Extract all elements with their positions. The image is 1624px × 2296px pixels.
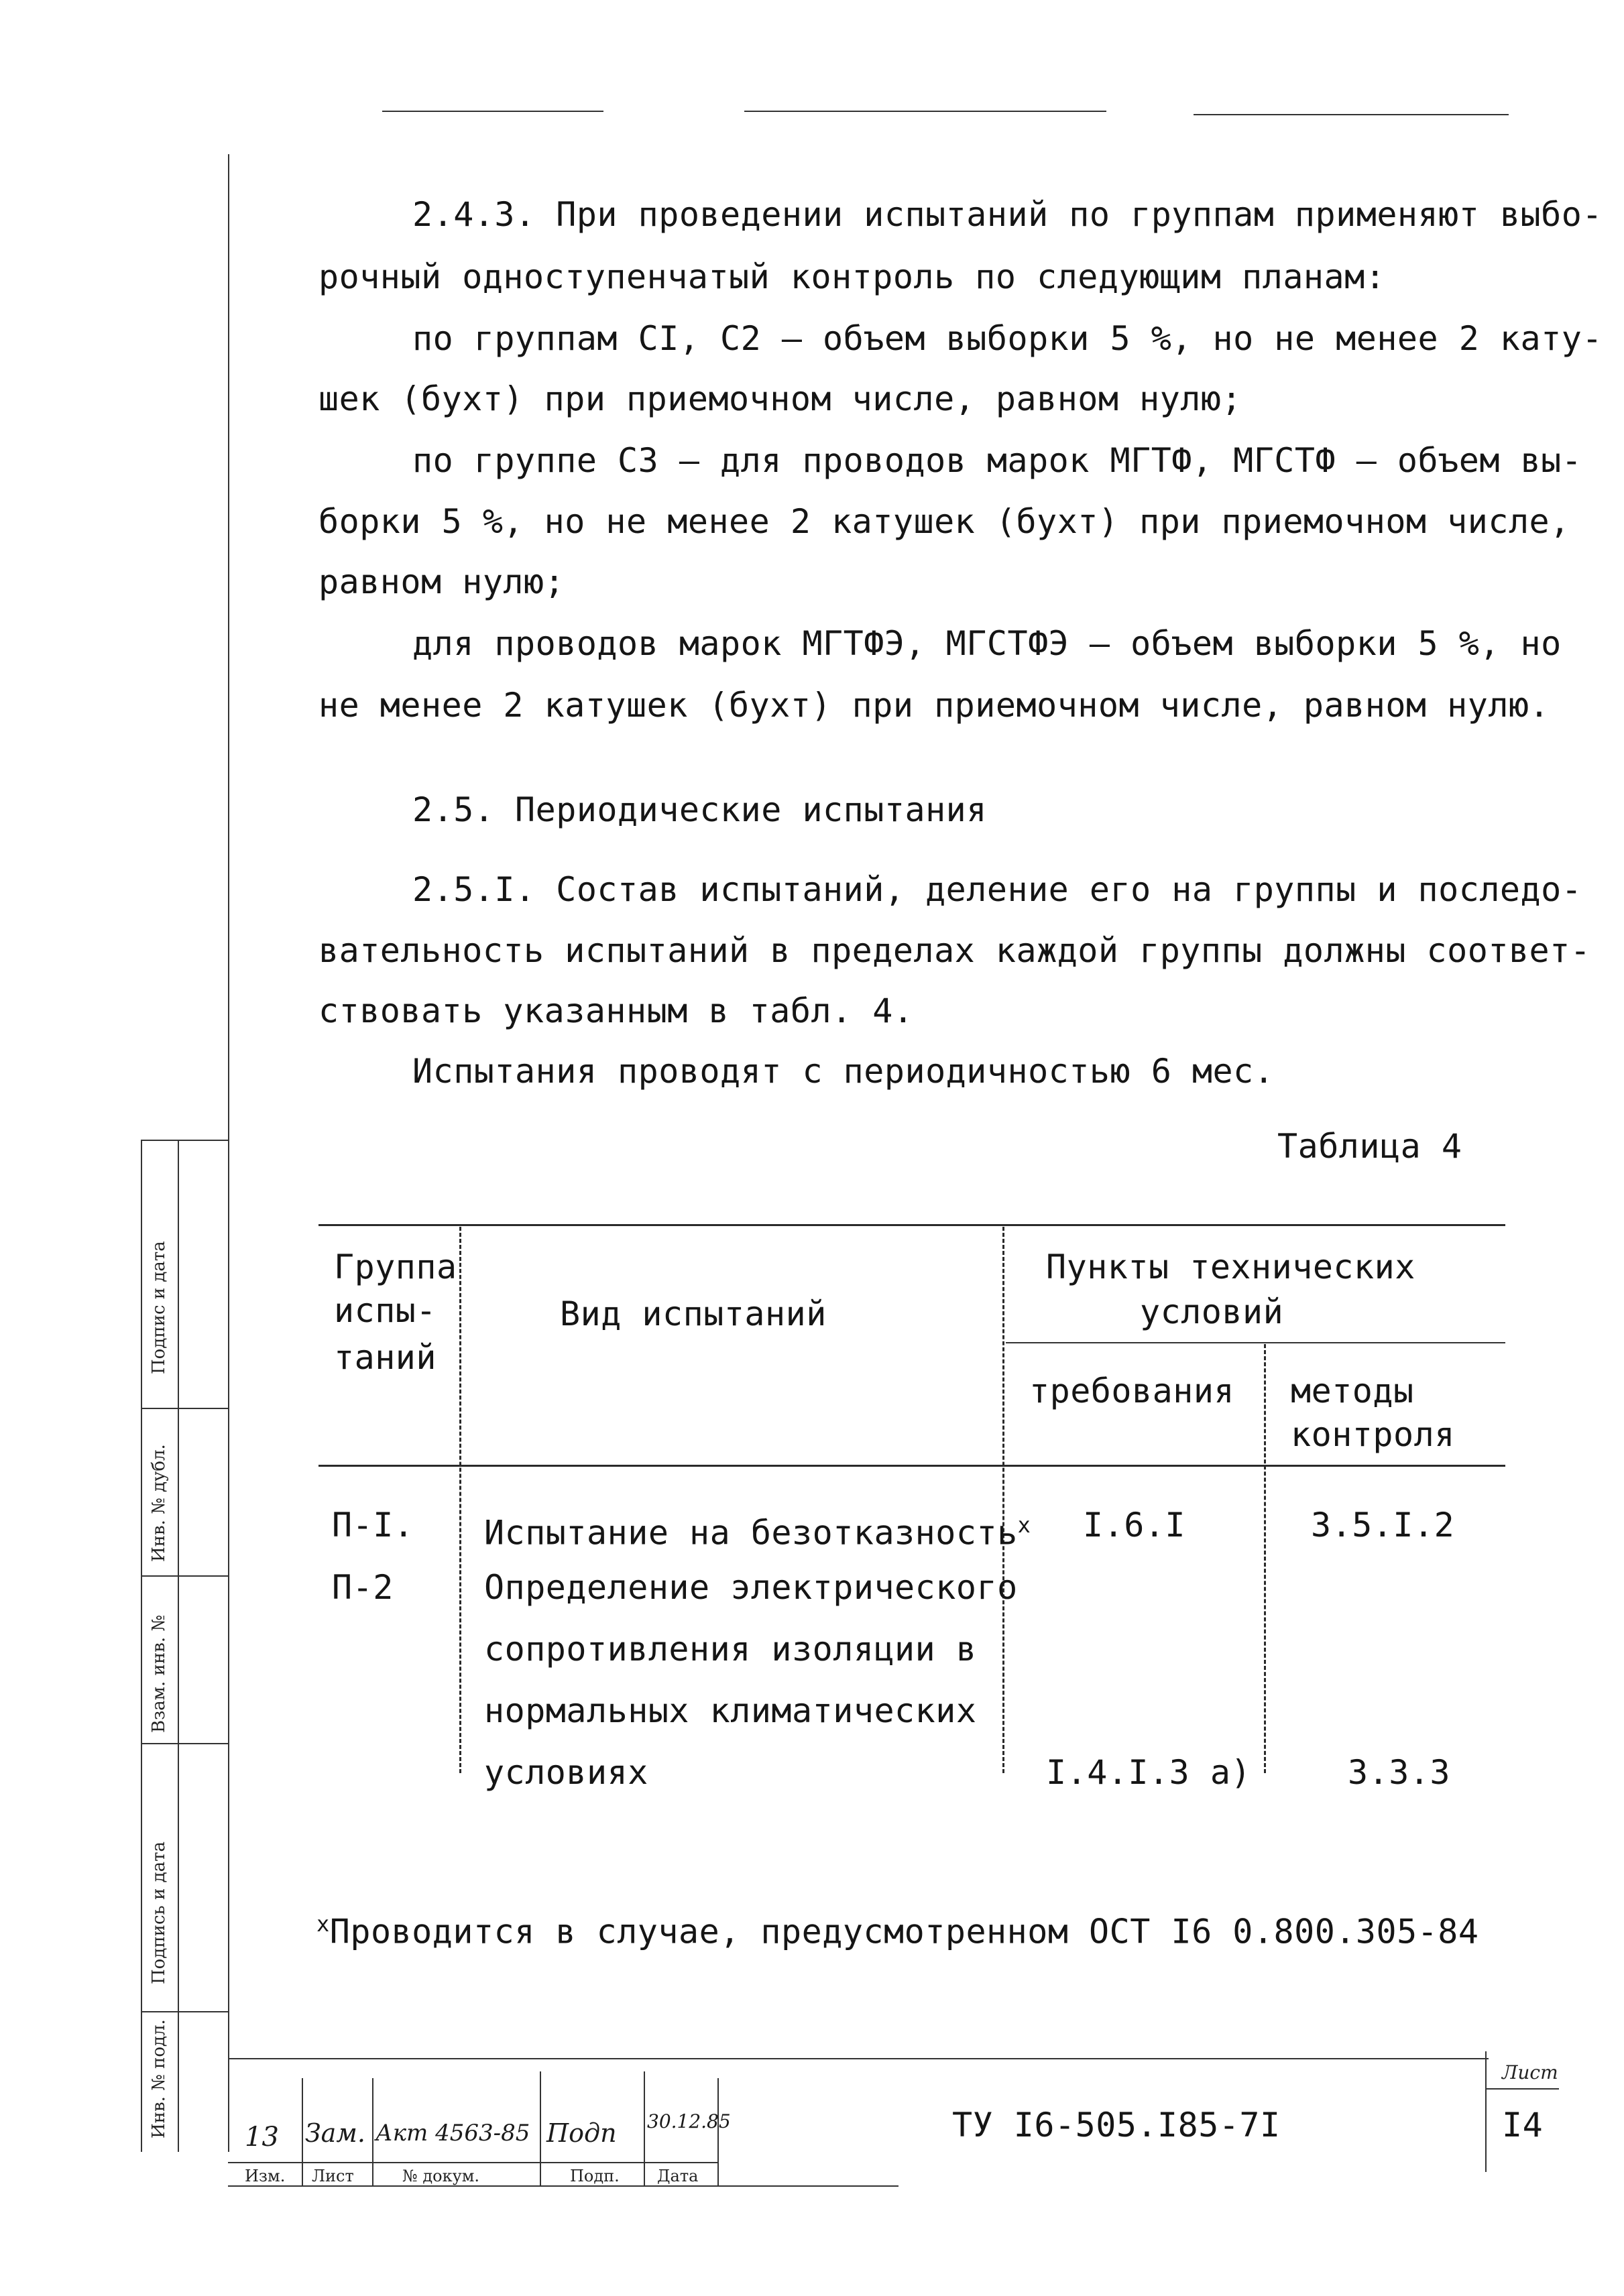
table-top-border [318, 1224, 1505, 1226]
tb-label-list: Лист [312, 2167, 354, 2185]
stamp-inv-podl: Инв. № подл. [149, 2019, 169, 2138]
row2-group: П-2 [332, 1568, 394, 1607]
pc1c2-line2: шек (бухт) при приемочном числе, равном нулю; [318, 379, 1242, 418]
tb-col-2 [372, 2078, 373, 2185]
title-block-top-line [228, 2058, 1489, 2059]
tb-hand-list: Зам. [305, 2118, 365, 2148]
header-methods-l2: контроля [1291, 1415, 1455, 1454]
p251-line1: 2.5.I. Состав испытаний, деление его на группы и последо- [412, 870, 1582, 909]
row2-method: 3.3.3 [1348, 1753, 1451, 1792]
p-periodicity: Испытания проводят с периодичностью 6 мес. [412, 1052, 1275, 1091]
left-margin-line [228, 154, 229, 2152]
stamp-h2 [141, 1408, 228, 1409]
stamp-sign-date-top: Подпис и дата [149, 1241, 169, 1374]
tb-label-date: Дата [657, 2167, 699, 2185]
stamp-vzam-inv: Взам. инв. № [149, 1615, 169, 1733]
tb-hand-sign: Подп [546, 2118, 617, 2148]
tb-hand-izm: 13 [245, 2122, 279, 2153]
p243-line2: рочный одноступенчатый контроль по следующим планам: [318, 257, 1386, 296]
table-header-bottom-border [318, 1465, 1505, 1467]
footnote [316, 1904, 1479, 1952]
row2-test-l4: условиях [484, 1753, 648, 1792]
table-caption: Таблица 4 [1277, 1127, 1462, 1166]
row2-test-l3: нормальных климатических [484, 1691, 977, 1730]
title-block-bottom-line [228, 2185, 898, 2187]
p251-line3: ствовать указанным в табл. 4. [318, 991, 914, 1030]
pc3-line2: борки 5 %, но не менее 2 катушек (бухт) при приемочном числе, [318, 502, 1570, 541]
row2-test-l2: сопротивления изоляции в [484, 1630, 977, 1669]
pc3-line1: по группе С3 – для проводов марок МГТФ, МГСТФ – объем вы- [412, 441, 1582, 480]
section-25-heading: 2.5. Периодические испытания [412, 790, 987, 829]
stamp-h5 [141, 2011, 228, 2012]
row1-test-text: Испытание на безотказность [484, 1513, 1018, 1553]
header-tu-points-l2: условий [1140, 1292, 1284, 1331]
top-rule-middle [744, 111, 1106, 112]
header-tu-points-l1: Пункты технических [1046, 1248, 1415, 1286]
row1-test-footnote-mark: х [1017, 1512, 1031, 1538]
header-group-l2: испы- [334, 1291, 437, 1330]
row1-method: 3.5.I.2 [1311, 1506, 1455, 1545]
p243-line1: 2.4.3. При проведении испытаний по группам применяют выбо- [412, 195, 1603, 234]
p251-line2: вательность испытаний в пределах каждой группы должны соответ- [318, 931, 1591, 970]
top-rule-left [382, 111, 603, 112]
sheet-number: I4 [1502, 2106, 1544, 2144]
table-col-divider-3 [1264, 1344, 1266, 1773]
header-requirements: требования [1029, 1372, 1235, 1410]
pc1c2-line1: по группам СI, С2 – объем выборки 5 %, но не менее 2 кату- [412, 319, 1603, 358]
tb-label-doc: № докум. [402, 2167, 479, 2185]
top-rule-right [1194, 114, 1509, 115]
stamp-h1 [141, 1140, 228, 1141]
stamp-inv-dubl: Инв. № дубл. [149, 1444, 169, 1562]
stamp-h3 [141, 1575, 228, 1577]
header-methods-l1: методы [1291, 1372, 1414, 1410]
row1-test [484, 1505, 1031, 1553]
pmgtfe-line1: для проводов марок МГТФЭ, МГСТФЭ – объем выборки 5 %, но [412, 624, 1562, 663]
stamp-col-left [141, 1140, 142, 2152]
pmgtfe-line2: не менее 2 катушек (бухт) при приемочном числе, равном нулю. [318, 686, 1550, 725]
tb-col-4 [644, 2071, 645, 2185]
tb-sheet-left [1485, 2051, 1487, 2172]
tb-col-3 [540, 2071, 541, 2185]
tb-label-izm: Изм. [245, 2167, 286, 2185]
tb-sheet-divider [1485, 2088, 1559, 2090]
sheet-label: Лист [1502, 2061, 1558, 2083]
stamp-col-mid [178, 1140, 179, 2152]
row2-requirement: I.4.I.3 а) [1046, 1753, 1252, 1792]
row1-group: П-I. [332, 1506, 414, 1545]
stamp-sign-date: Подпись и дата [149, 1841, 169, 1984]
row2-test-l1: Определение электрического [484, 1568, 1018, 1607]
row1-requirement: I.6.I [1083, 1506, 1186, 1545]
table-col-divider-1 [459, 1227, 461, 1773]
pc3-line3: равном нулю; [318, 562, 565, 601]
footnote-mark: х [316, 1911, 330, 1937]
tb-hand-doc: Акт 4563-85 [375, 2120, 530, 2147]
table-subheader-line [1006, 1342, 1505, 1343]
header-group-l3: таний [334, 1338, 437, 1377]
tb-hand-date: 30.12.85 [647, 2110, 731, 2132]
doc-code: ТУ I6-505.I85-7I [952, 2106, 1281, 2144]
tb-label-sign: Подп. [570, 2167, 620, 2185]
table-col-divider-2 [1002, 1227, 1004, 1773]
tb-col-1 [302, 2078, 303, 2185]
header-group-l1: Группа [334, 1248, 457, 1286]
footnote-text: Проводится в случае, предусмотренном ОСТ I6 0.800.305-84 [329, 1912, 1479, 1951]
stamp-h4 [141, 1743, 228, 1744]
header-test-type: Вид испытаний [560, 1294, 827, 1333]
